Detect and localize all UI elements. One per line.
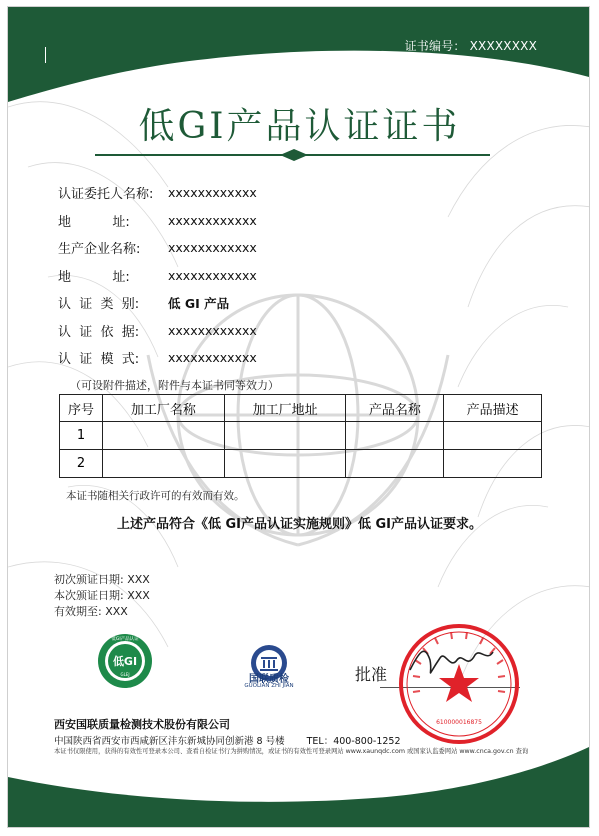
table-cell <box>444 422 542 450</box>
address-text: 中国陕西省西安市西咸新区沣东新城协同创新港 8 号楼 <box>54 736 285 747</box>
certificate-number-label: 证书编号： <box>404 39 466 53</box>
date-row <box>54 604 150 620</box>
svg-text:低GI产品认证: 低GI产品认证 <box>111 637 139 642</box>
table-cell <box>224 422 346 450</box>
date-label: 初次颁证日期: <box>54 573 124 586</box>
table-cell <box>103 422 225 450</box>
table-cell <box>346 422 444 450</box>
field-row <box>58 234 257 262</box>
field-label: 认 证 类 别: <box>58 297 140 313</box>
issue-dates <box>54 572 150 620</box>
svg-text:低GI: 低GI <box>112 655 138 668</box>
field-value: xxxxxxxxxxxx <box>168 267 257 283</box>
field-label: 认证委托人名称: <box>58 187 154 203</box>
table-header: 序号 <box>60 395 103 422</box>
table-header: 加工厂地址 <box>224 395 346 422</box>
field-value: xxxxxxxxxxxx <box>168 185 257 201</box>
corner-mark <box>45 47 46 63</box>
certificate-fields <box>58 179 257 372</box>
svg-text:GLEJ: GLEJ <box>120 672 130 677</box>
date-row <box>54 572 150 588</box>
field-row <box>58 262 257 290</box>
field-label: 生产企业名称: <box>58 242 141 258</box>
table-row <box>60 450 542 478</box>
date-value: XXX <box>105 605 128 618</box>
field-label: 认 证 依 据: <box>58 324 140 340</box>
company-name: 西安国联质量检测技术股份有限公司 <box>54 718 230 731</box>
field-row <box>58 344 257 372</box>
table-cell: 2 <box>60 450 103 478</box>
table-cell <box>444 450 542 478</box>
certificate-title: 低GI产品认证证书 <box>138 106 461 147</box>
date-label: 有效期至: <box>54 605 102 618</box>
product-table <box>59 394 542 478</box>
table-cell <box>224 450 346 478</box>
table-header: 产品描述 <box>444 395 542 422</box>
attachment-note: （可设附件描述，附件与本证书同等效力） <box>70 379 279 392</box>
field-row <box>58 179 257 207</box>
table-header: 加工厂名称 <box>103 395 225 422</box>
field-label: 地 址: <box>58 214 130 230</box>
table-cell: 1 <box>60 422 103 450</box>
field-value: 低 GI 产品 <box>168 295 230 311</box>
field-label: 认 证 模 式: <box>58 352 140 368</box>
company-address <box>54 733 401 747</box>
table-row <box>60 422 542 450</box>
date-value: XXX <box>127 589 150 602</box>
fine-print: 本证书仅限使用，获得的有效性可登录本公司、查看自检证书行为拼购情况，或证书的有效性可登录网站 www.xaunqdc.com 或国家认监委网站 www.cnca.gov.cn 查询 <box>54 748 529 755</box>
field-row <box>58 317 257 345</box>
svg-text:610000016875: 610000016875 <box>436 719 482 726</box>
telephone-text: TEL：400-800-1252 <box>306 736 401 747</box>
date-row <box>54 588 150 604</box>
field-value: xxxxxxxxxxxx <box>168 322 257 338</box>
low-gi-logo <box>96 632 154 690</box>
guolian-logo-name: 国联质检 <box>249 674 289 685</box>
certificate-number-value: XXXXXXXX <box>469 39 537 53</box>
date-value: XXX <box>127 573 150 586</box>
guolian-logo-sub: GUOLIAN ZHI JIAN <box>244 683 294 689</box>
validity-footnote: 本证书随相关行政许可的有效而有效。 <box>66 490 245 502</box>
field-row <box>58 289 257 317</box>
certificate-number <box>401 37 537 54</box>
conformity-statement: 上述产品符合《低 GI产品认证实施规则》低 GI产品认证要求。 <box>116 517 483 532</box>
field-value: xxxxxxxxxxxx <box>168 240 257 256</box>
approve-label: 批准 <box>355 665 388 684</box>
handwritten-signature <box>405 640 495 685</box>
table-header: 产品名称 <box>346 395 444 422</box>
field-row <box>58 207 257 235</box>
field-label: 地 址: <box>58 269 130 285</box>
title-ornament <box>280 148 308 162</box>
table-cell <box>346 450 444 478</box>
field-value: xxxxxxxxxxxx <box>168 350 257 366</box>
table-header-row <box>60 395 542 422</box>
table-cell <box>103 450 225 478</box>
field-value: xxxxxxxxxxxx <box>168 212 257 228</box>
date-label: 本次颁证日期: <box>54 589 124 602</box>
